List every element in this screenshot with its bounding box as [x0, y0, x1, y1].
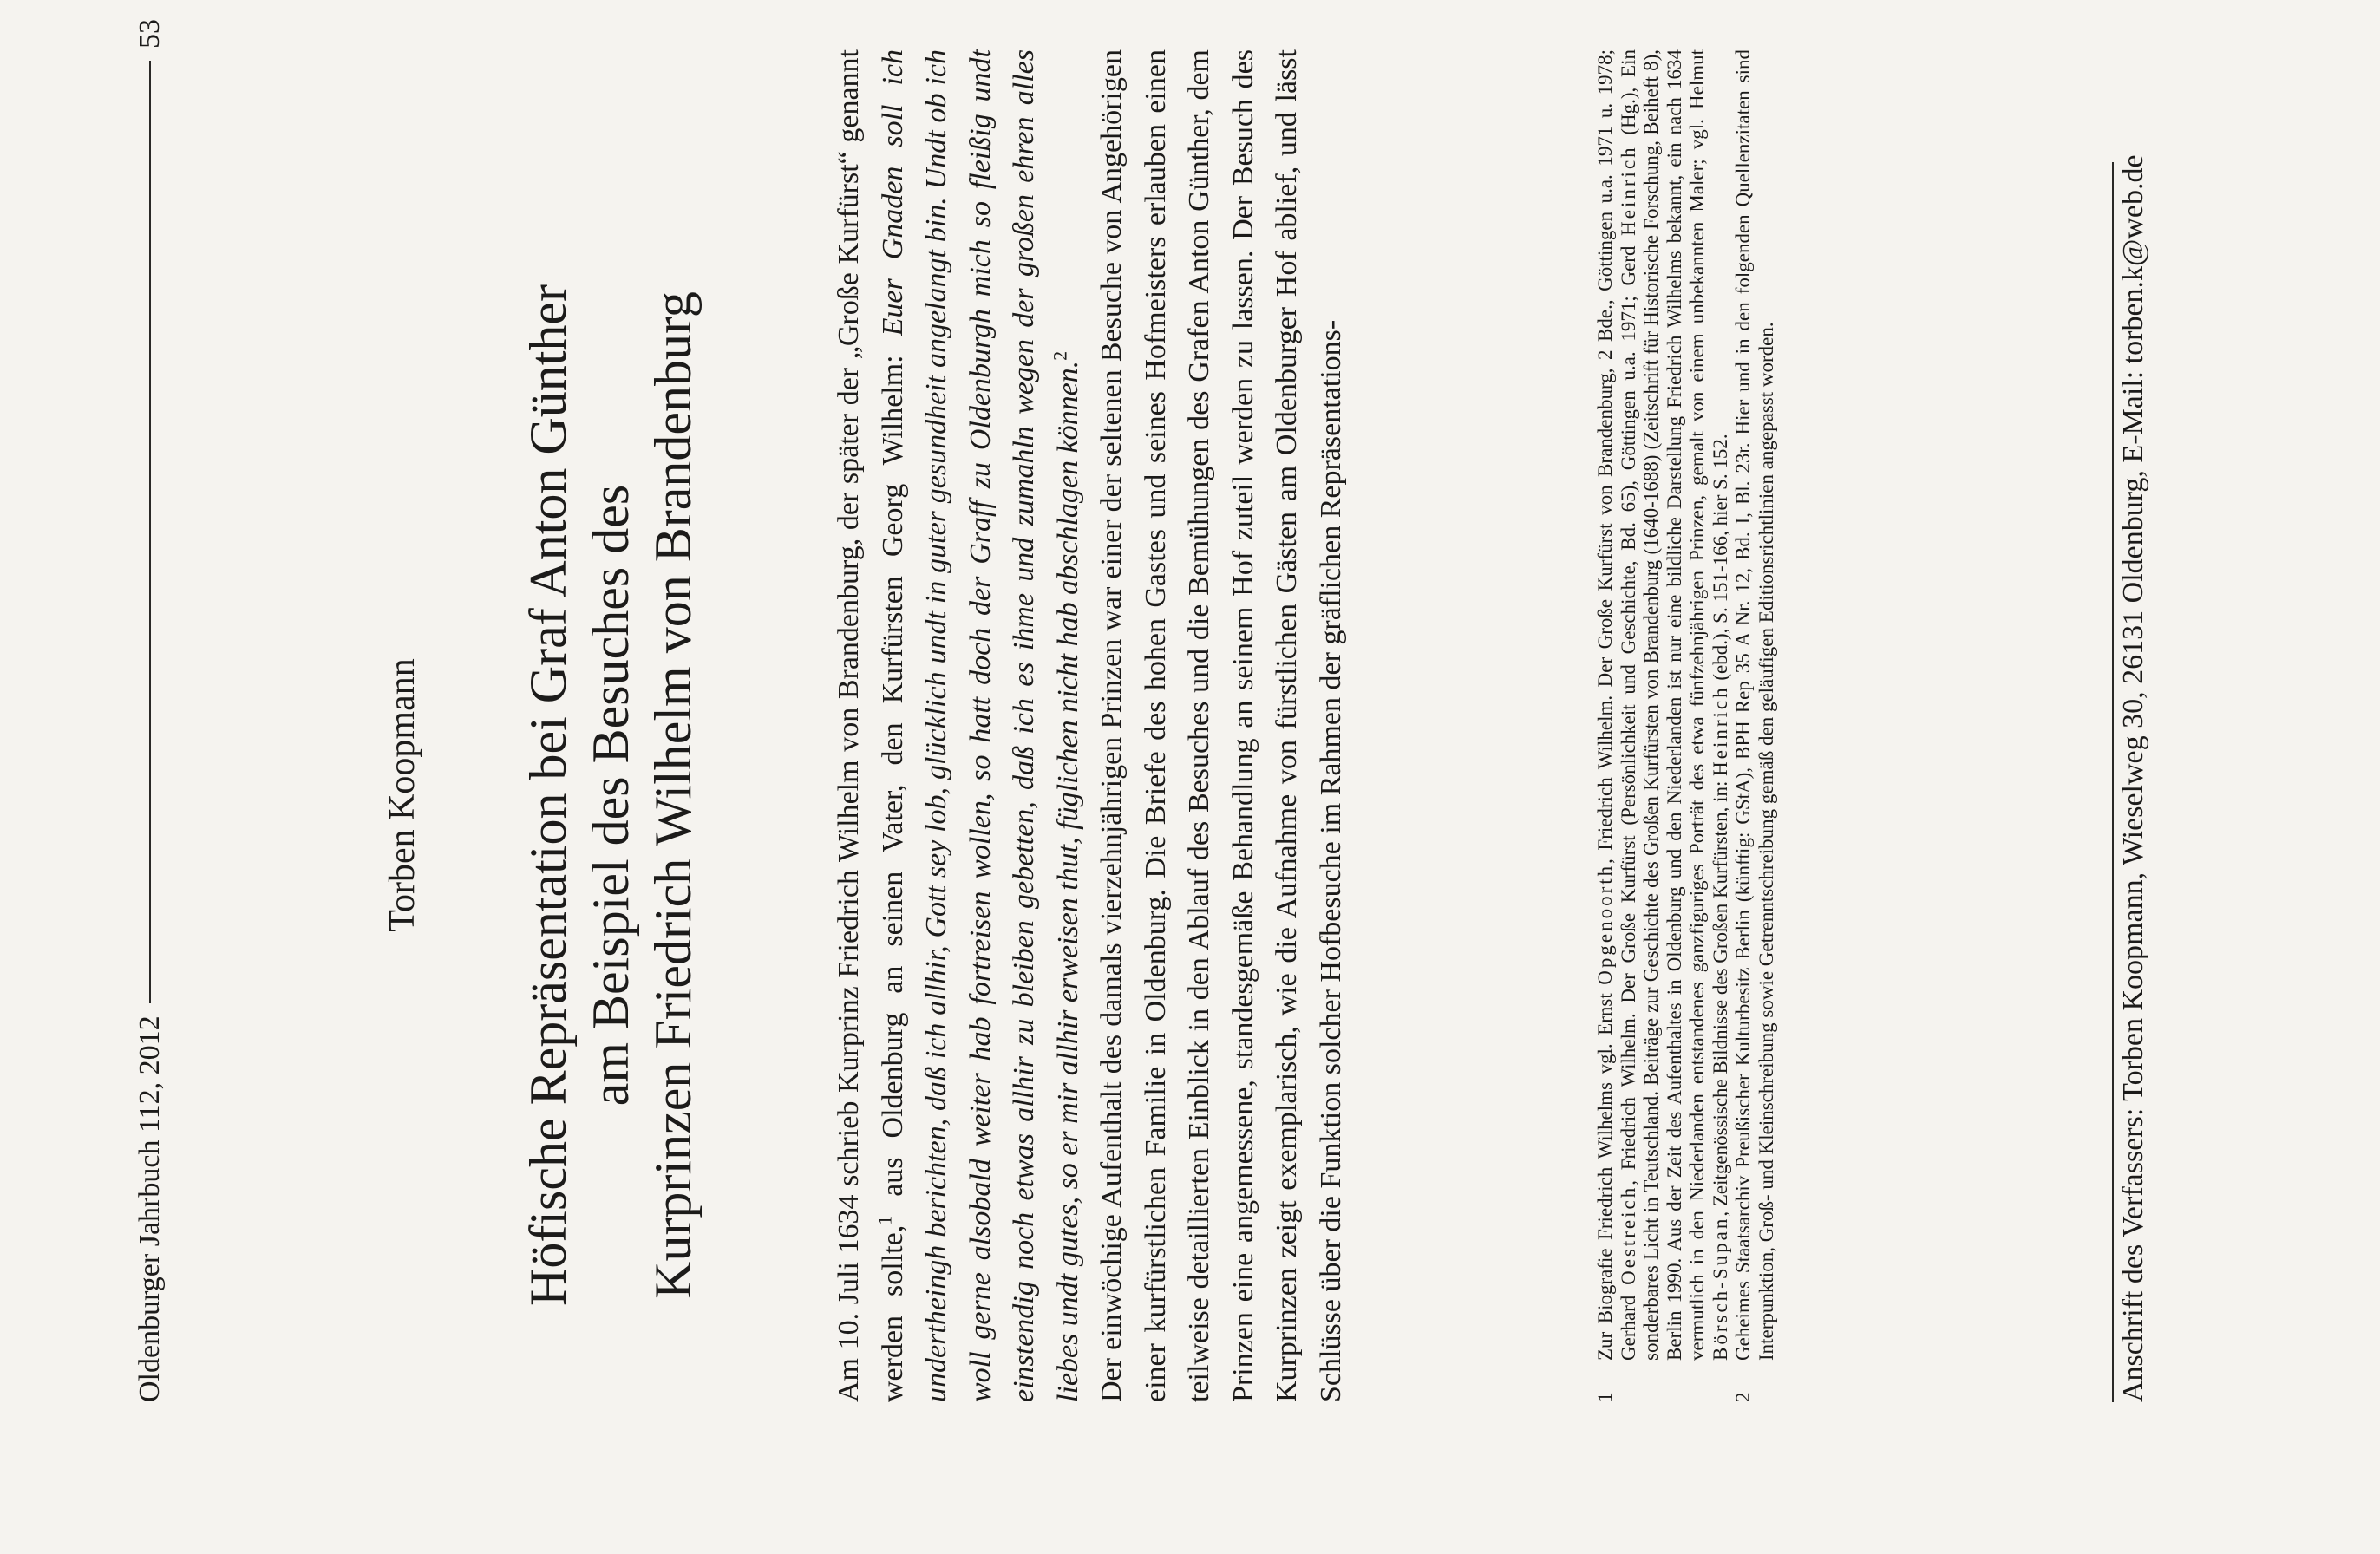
footnote-text: , Friedrich Wilhelm. Der Große Kurfürst (Persönlichkeit und Geschichte, Bd. 65), Göttingen u.a. 1971; Gerd [1617, 235, 1639, 1185]
source-quotation: Euer Gnaden soll ich undertheingh berichten, daß ich allhir, Gott sey lob, glücklich undt in guter gesundheit angelangt bin. Undt ob ich woll gerne alsobald weiter hab fortreisen wollen, so hatt doch der Graff zu Oldenburgh mich so fleißig undt einstendig noch etwas allhir zu bleiben gebetten, daß ich es ihme und zumahln wegen der großen ehren alles liebes undt gutes, so er mir allhir erweisen thut, füglichen nicht hab abschlagen können. [876, 49, 1084, 1402]
cited-author: Börsch-Supan [1709, 1216, 1731, 1361]
running-head [124, 19, 176, 1402]
address-rule [2112, 162, 2114, 1402]
paragraph-1 [827, 49, 1090, 1402]
footnotes [1594, 49, 1778, 1402]
article-title [517, 188, 704, 1402]
paragraph-1-text-b: aus Oldenburg an seinen Vater, den Kurfürsten Georg Wilhelm: [876, 336, 909, 1216]
paragraph-1-text-a: Am 10. Juli 1634 schrieb Kurprinz Friedrich Wilhelm von Brandenburg, der später der „Große Kurfürst“ genannt werden sollte, [833, 49, 909, 1402]
footnote-2 [1732, 49, 1778, 1402]
footnote-ref-2: 2 [1049, 350, 1071, 361]
footnote-text: (Hg.), Ein sonderbares Licht in Teutschland. Beiträge zur Geschichte des Großen Kurfürsten von Brandenburg (1640-1688) (Zeitschrift für Historische Forschung, Beiheft 8), Berlin 1990. Aus der Zeit des Aufenthaltes in Oldenburg und den Niederlanden ist nur eine bildliche Darstellung Friedrich Wilhelms bekannt, ein nach 1634 vermutlich in den Niederlanden entstandenes ganzfiguriges Porträt des etwa fünfzehnjährigen Prinzen, gemalt von einem unbekannten Maler; vgl. Helmut [1617, 49, 1708, 1361]
page-number: 53 [134, 19, 166, 49]
article-author: Torben Koopmann [382, 658, 422, 932]
footnote-text: Zur Biografie Friedrich Wilhelms vgl. Ernst [1594, 984, 1616, 1361]
footnote-text: Geheimes Staatsarchiv Preußischer Kulturbesitz Berlin (künftig: GStA), BPH Rep 35 A Nr. 12, Bd. I, Bl. 23r. Hier und in den folgenden Quellenzitaten sind Interpunktion, Groß- und Kleinschreibung sowie Getrenntschreibung gemäß den geläufigen Editionsrichtlinien angepasst worden. [1732, 49, 1777, 1361]
title-line-2: am Beispiel des Besuches des [582, 484, 639, 1107]
header-rule [149, 61, 151, 1003]
footnote-text: , Zeitgenössische Bildnisse des Großen Kurfürsten, in: [1709, 775, 1731, 1217]
author-address: Anschrift des Verfassers: Torben Koopmann, Wieselweg 30, 26131 Oldenburg, E-Mail: torben.k@web.de [2117, 154, 2149, 1402]
journal-title: Oldenburger Jahrbuch 112, 2012 [134, 1015, 166, 1402]
footnote-text: (ebd.), S. 151-166, hier S. 152. [1709, 434, 1731, 686]
footnote-number: 1 [1594, 1392, 1616, 1402]
cited-author: Opgenoorth [1594, 863, 1616, 985]
footnote-text: , Friedrich Wilhelm. Der Große Kurfürst von Brandenburg, 2 Bde., Göttingen u.a. 1971 u. 1978; Gerhard [1594, 49, 1639, 1361]
paragraph-2: Der einwöchige Aufenthalt des damals vierzehnjährigen Prinzen war einer der seltenen Besuche von Angehörigen einer kurfürstlichen Familie in Oldenburg. Die Briefe des hohen Gastes und seines Hofmeisters erlauben einen teilweise detaillierten Einblick in den Ablauf des Besuches und die Bemühungen des Grafen Anton Günther, dem Prinzen eine angemessene, standesgemäße Behandlung an seinem Hof zuteil werden zu lassen. Der Besuch des Kurprinzen zeigt exemplarisch, wie die Aufnahme von fürstlichen Gästen am Oldenburger Hof ablief, und lässt Schlüsse über die Funktion solcher Hofbesuche im Rahmen der gräflichen Repräsentations- [1095, 49, 1347, 1402]
cited-author: Oestreich [1617, 1185, 1639, 1285]
article-body [827, 49, 1353, 1402]
footnote-ref-1: 1 [873, 1215, 896, 1225]
cited-author: Heinrich [1709, 685, 1731, 776]
title-line-3: Kurprinzen Friedrich Wilhelm von Brandenburg [644, 291, 702, 1299]
title-line-1: Höfische Repräsentation bei Graf Anton Günther [520, 284, 577, 1306]
footnote-number: 2 [1732, 1392, 1754, 1402]
footnote-1 [1594, 49, 1732, 1402]
cited-author: Heinrich [1617, 145, 1639, 236]
